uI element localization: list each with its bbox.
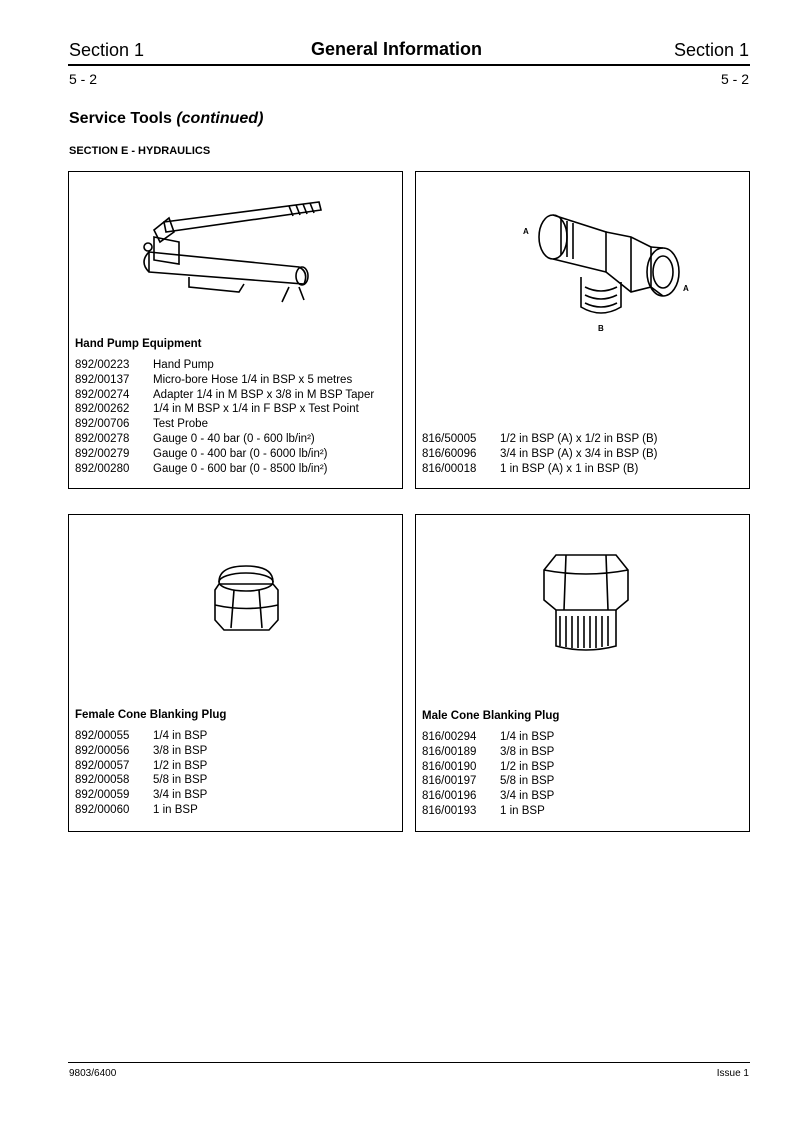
tee-adapter-illustration (521, 207, 701, 337)
part-row (75, 373, 374, 388)
part-row (422, 447, 657, 462)
part-description: Test Probe (153, 418, 208, 431)
heading-main: Service Tools (69, 110, 177, 127)
part-code: 892/00058 (75, 774, 130, 787)
part-description: 5/8 in BSP (500, 775, 555, 788)
port-label-a-right: A (683, 284, 689, 293)
part-description: 1/4 in M BSP x 1/4 in F BSP x Test Point (153, 403, 359, 416)
part-row (75, 388, 374, 403)
part-description: 5/8 in BSP (153, 774, 208, 787)
part-row (75, 432, 374, 447)
part-row (422, 804, 554, 819)
part-code: 816/00197 (422, 775, 477, 788)
heading-continued: (continued) (176, 110, 264, 127)
tee-adapter-list (422, 432, 657, 476)
footer-rule (68, 1062, 750, 1063)
part-code: 816/00196 (422, 790, 477, 803)
part-row (75, 417, 374, 432)
part-code: 816/00193 (422, 804, 477, 817)
part-description: Gauge 0 - 400 bar (0 - 6000 lb/in²) (153, 447, 328, 460)
part-description: 1/4 in BSP (500, 731, 555, 743)
part-description: 1 in BSP (153, 803, 198, 816)
section-heading: SECTION E - HYDRAULICS (69, 145, 211, 157)
part-row (422, 789, 554, 804)
hand-pump-panel (68, 171, 403, 489)
part-description: Hand Pump (153, 359, 214, 371)
part-code: 816/00018 (422, 462, 477, 475)
part-code: 892/00060 (75, 803, 130, 816)
part-row (75, 729, 207, 744)
part-description: 1/2 in BSP (A) x 1/2 in BSP (B) (500, 433, 658, 445)
part-row (75, 773, 207, 788)
part-description: 3/4 in BSP (A) x 3/4 in BSP (B) (500, 447, 658, 460)
part-row (75, 402, 374, 417)
part-description: Gauge 0 - 600 bar (0 - 8500 lb/in²) (153, 462, 328, 475)
header-rule (68, 64, 750, 66)
part-code: 892/00706 (75, 418, 130, 431)
part-row (422, 760, 554, 775)
part-description: Adapter 1/4 in M BSP x 3/8 in M BSP Taper (153, 388, 375, 401)
page-number-right: 5 - 2 (720, 71, 749, 87)
female-plug-panel (68, 514, 403, 832)
part-code: 892/00262 (75, 403, 130, 416)
male-plug-panel (415, 514, 750, 832)
page-number-left: 5 - 2 (69, 71, 98, 87)
header-title: General Information (310, 39, 483, 59)
part-code: 816/60096 (422, 447, 477, 460)
female-plug-title: Female Cone Blanking Plug (75, 709, 227, 721)
hand-pump-illustration (124, 192, 334, 307)
part-description: 3/4 in BSP (500, 790, 555, 803)
female-plug-illustration (209, 560, 284, 640)
male-plug-list (422, 730, 554, 819)
header-section-right: Section 1 (673, 40, 749, 60)
part-code: 892/00278 (75, 432, 130, 445)
part-code: 892/00279 (75, 447, 130, 460)
page-heading (69, 110, 263, 128)
part-code: 892/00137 (75, 373, 130, 386)
hand-pump-title: Hand Pump Equipment (75, 338, 202, 350)
part-row (75, 358, 374, 373)
part-row (75, 744, 207, 759)
part-description: 1/2 in BSP (153, 759, 208, 772)
part-row (75, 759, 207, 774)
part-row (75, 803, 207, 818)
part-code: 892/00057 (75, 759, 130, 772)
male-plug-illustration (536, 550, 636, 660)
part-row (75, 462, 374, 477)
part-row (422, 774, 554, 789)
part-code: 892/00274 (75, 388, 130, 401)
female-plug-list (75, 729, 207, 818)
part-code: 816/00294 (422, 731, 477, 743)
part-code: 816/50005 (422, 433, 477, 445)
part-description: 3/4 in BSP (153, 789, 208, 802)
part-description: 1/2 in BSP (500, 760, 555, 773)
port-label-b: B (598, 324, 604, 333)
part-code: 892/00223 (75, 359, 130, 371)
tee-adapter-panel (415, 171, 750, 489)
part-description: 1 in BSP (500, 804, 545, 817)
part-description: 1/4 in BSP (153, 730, 208, 742)
hand-pump-list (75, 358, 374, 476)
part-row (75, 788, 207, 803)
part-code: 892/00056 (75, 744, 130, 757)
part-description: 3/8 in BSP (500, 745, 555, 758)
part-code: 892/00055 (75, 730, 130, 742)
part-description: 3/8 in BSP (153, 744, 208, 757)
part-row (422, 432, 657, 447)
part-row (422, 462, 657, 477)
part-code: 892/00059 (75, 789, 130, 802)
header-section-left: Section 1 (69, 40, 145, 60)
port-label-a-left: A (523, 227, 529, 236)
part-row (75, 447, 374, 462)
part-description: 1 in BSP (A) x 1 in BSP (B) (500, 462, 639, 475)
part-row (422, 730, 554, 745)
part-description: Gauge 0 - 40 bar (0 - 600 lb/in²) (153, 432, 315, 445)
male-plug-title: Male Cone Blanking Plug (422, 710, 560, 722)
doc-number: 9803/6400 (69, 1068, 117, 1079)
part-code: 816/00190 (422, 760, 477, 773)
part-code: 816/00189 (422, 745, 477, 758)
part-row (422, 745, 554, 760)
part-code: 892/00280 (75, 462, 130, 475)
part-description: Micro-bore Hose 1/4 in BSP x 5 metres (153, 373, 353, 386)
issue-label: Issue 1 (716, 1068, 749, 1079)
